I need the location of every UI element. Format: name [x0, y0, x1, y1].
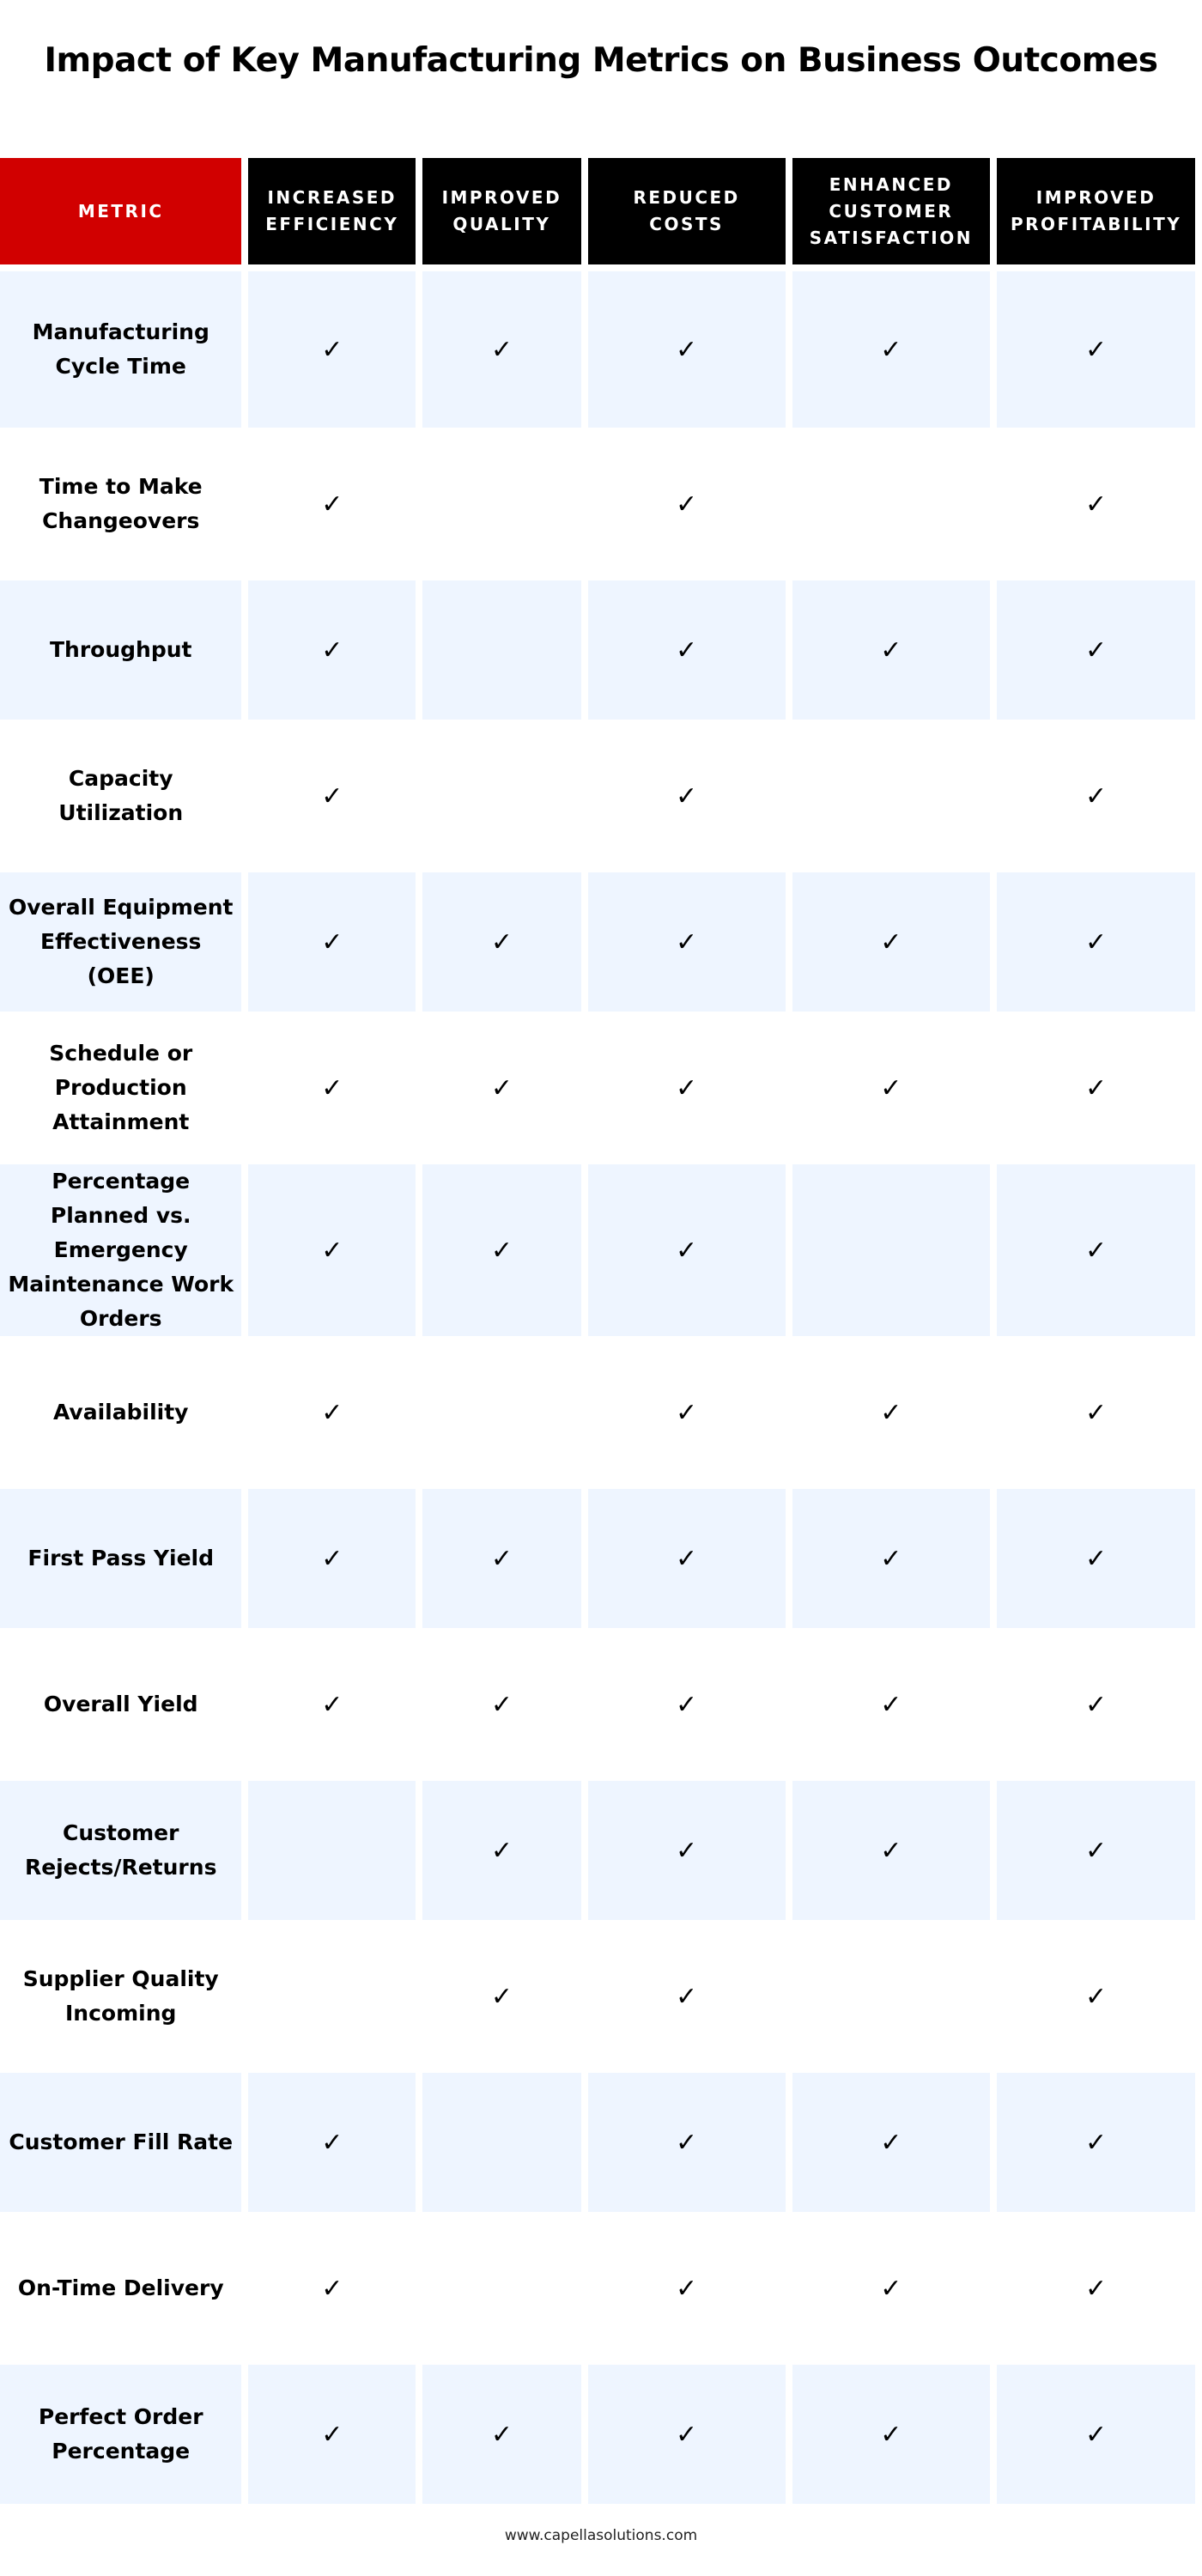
table-row	[0, 1343, 1195, 1482]
metric-name: Perfect Order Percentage	[0, 2365, 241, 2504]
check-icon: ✓	[997, 2073, 1195, 2212]
check-icon: ✓	[792, 2073, 991, 2212]
check-icon: ✓	[997, 1343, 1195, 1482]
table-row	[0, 1635, 1195, 1774]
check-icon: ✓	[248, 271, 416, 428]
check-icon: ✓	[997, 1164, 1195, 1336]
metrics-table	[0, 151, 1202, 2511]
table-row	[0, 1164, 1195, 1336]
empty-cell	[792, 1927, 991, 2066]
empty-cell	[422, 580, 581, 720]
check-icon: ✓	[588, 434, 786, 574]
metric-name: First Pass Yield	[0, 1489, 241, 1628]
check-icon: ✓	[997, 2365, 1195, 2504]
metric-name: Customer Fill Rate	[0, 2073, 241, 2212]
check-icon: ✓	[422, 1781, 581, 1920]
metric-name: Manufacturing Cycle Time	[0, 271, 241, 428]
check-icon: ✓	[588, 2073, 786, 2212]
table-row	[0, 1018, 1195, 1157]
check-icon: ✓	[997, 434, 1195, 574]
check-icon: ✓	[792, 1343, 991, 1482]
check-icon: ✓	[997, 1635, 1195, 1774]
check-icon: ✓	[588, 1635, 786, 1774]
table-row	[0, 2219, 1195, 2358]
table-row	[0, 1489, 1195, 1628]
metric-name: Time to Make Changeovers	[0, 434, 241, 574]
check-icon: ✓	[422, 1164, 581, 1336]
metric-name: Capacity Utilization	[0, 726, 241, 866]
metric-name: On-Time Delivery	[0, 2219, 241, 2358]
check-icon: ✓	[422, 1018, 581, 1157]
table-row	[0, 2073, 1195, 2212]
check-icon: ✓	[248, 1489, 416, 1628]
check-icon: ✓	[792, 1635, 991, 1774]
table-row	[0, 872, 1195, 1012]
header-row	[0, 158, 1195, 264]
metric-name: Throughput	[0, 580, 241, 720]
check-icon: ✓	[248, 1635, 416, 1774]
check-icon: ✓	[792, 872, 991, 1012]
page-title: Impact of Key Manufacturing Metrics on Business Outcomes	[44, 41, 1158, 80]
check-icon: ✓	[248, 726, 416, 866]
check-icon: ✓	[248, 872, 416, 1012]
table-row	[0, 2365, 1195, 2504]
table-body	[0, 271, 1195, 2504]
check-icon: ✓	[997, 1489, 1195, 1628]
check-icon: ✓	[422, 271, 581, 428]
check-icon: ✓	[422, 1489, 581, 1628]
check-icon: ✓	[248, 2219, 416, 2358]
empty-cell	[422, 434, 581, 574]
check-icon: ✓	[248, 2073, 416, 2212]
empty-cell	[248, 1927, 416, 2066]
column-header-reduced-costs: REDUCED COSTS	[588, 158, 786, 264]
empty-cell	[422, 2073, 581, 2212]
empty-cell	[422, 2219, 581, 2358]
table-row	[0, 580, 1195, 720]
column-header-improved-quality: IMPROVED QUALITY	[422, 158, 581, 264]
check-icon: ✓	[588, 1343, 786, 1482]
footer-url: www.capellasolutions.com	[504, 2527, 698, 2544]
check-icon: ✓	[997, 1018, 1195, 1157]
check-icon: ✓	[422, 1927, 581, 2066]
check-icon: ✓	[792, 580, 991, 720]
table-row	[0, 1927, 1195, 2066]
empty-cell	[248, 1781, 416, 1920]
check-icon: ✓	[248, 1018, 416, 1157]
table-row	[0, 271, 1195, 428]
check-icon: ✓	[792, 1489, 991, 1628]
check-icon: ✓	[588, 1018, 786, 1157]
check-icon: ✓	[422, 1635, 581, 1774]
check-icon: ✓	[997, 2219, 1195, 2358]
metric-name: Overall Yield	[0, 1635, 241, 1774]
check-icon: ✓	[588, 1164, 786, 1336]
metric-name: Schedule or Production Attainment	[0, 1018, 241, 1157]
check-icon: ✓	[248, 2365, 416, 2504]
empty-cell	[792, 1164, 991, 1336]
check-icon: ✓	[997, 271, 1195, 428]
check-icon: ✓	[792, 271, 991, 428]
check-icon: ✓	[248, 1164, 416, 1336]
check-icon: ✓	[422, 872, 581, 1012]
check-icon: ✓	[248, 434, 416, 574]
empty-cell	[422, 1343, 581, 1482]
check-icon: ✓	[588, 1489, 786, 1628]
column-header-improved-profitability: IMPROVED PROFITABILITY	[997, 158, 1195, 264]
check-icon: ✓	[588, 271, 786, 428]
check-icon: ✓	[588, 1927, 786, 2066]
table-row	[0, 434, 1195, 574]
check-icon: ✓	[997, 726, 1195, 866]
check-icon: ✓	[588, 2219, 786, 2358]
check-icon: ✓	[588, 872, 786, 1012]
metric-name: Availability	[0, 1343, 241, 1482]
check-icon: ✓	[997, 1781, 1195, 1920]
check-icon: ✓	[792, 1018, 991, 1157]
check-icon: ✓	[997, 872, 1195, 1012]
check-icon: ✓	[588, 1781, 786, 1920]
check-icon: ✓	[792, 2219, 991, 2358]
metric-name: Customer Rejects/Returns	[0, 1781, 241, 1920]
check-icon: ✓	[248, 1343, 416, 1482]
table-row	[0, 726, 1195, 866]
column-header-enhanced-customer-satisfaction: ENHANCED CUSTOMER SATISFACTION	[792, 158, 991, 264]
metric-name: Percentage Planned vs. Emergency Maintenance Work Orders	[0, 1164, 241, 1336]
check-icon: ✓	[248, 580, 416, 720]
check-icon: ✓	[422, 2365, 581, 2504]
metric-name: Overall Equipment Effectiveness (OEE)	[0, 872, 241, 1012]
empty-cell	[792, 726, 991, 866]
check-icon: ✓	[997, 580, 1195, 720]
check-icon: ✓	[588, 580, 786, 720]
check-icon: ✓	[997, 1927, 1195, 2066]
check-icon: ✓	[792, 2365, 991, 2504]
table-row	[0, 1781, 1195, 1920]
check-icon: ✓	[792, 1781, 991, 1920]
check-icon: ✓	[588, 726, 786, 866]
column-header-metric: METRIC	[0, 158, 241, 264]
metric-name: Supplier Quality Incoming	[0, 1927, 241, 2066]
empty-cell	[792, 434, 991, 574]
column-header-increased-efficiency: INCREASED EFFICIENCY	[248, 158, 416, 264]
check-icon: ✓	[588, 2365, 786, 2504]
empty-cell	[422, 726, 581, 866]
